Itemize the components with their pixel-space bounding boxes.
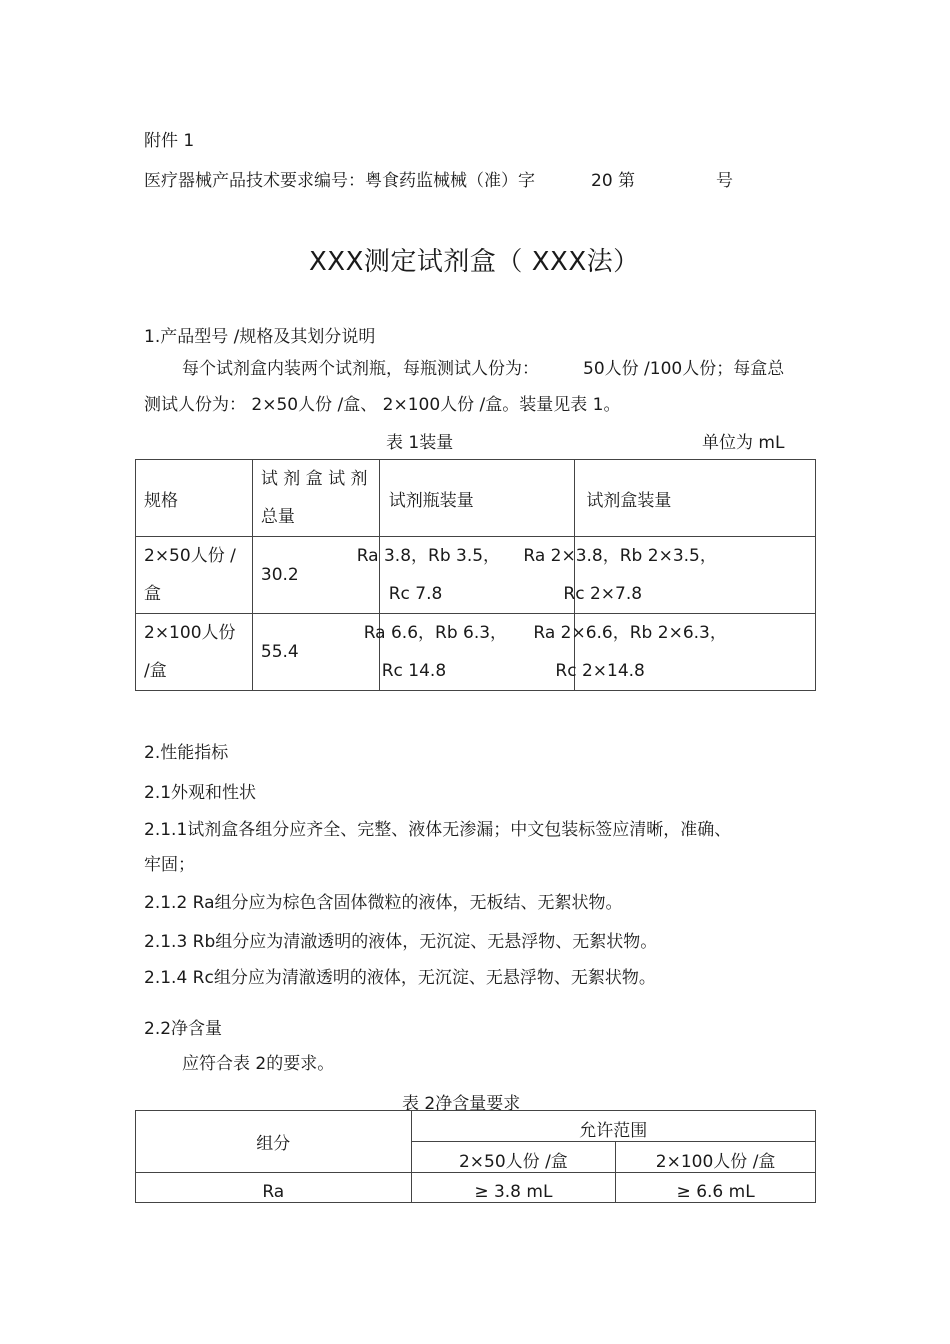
section-1-heading: 1.产品型号 /规格及其划分说明 bbox=[144, 327, 376, 347]
header-spec: 规格 bbox=[144, 490, 178, 511]
row2-bottle-line1: Ra 6.6，Rb 6.3， bbox=[363, 623, 508, 643]
table-row bbox=[136, 537, 816, 614]
table-row bbox=[136, 1111, 816, 1142]
row-ra-value-a: ≥ 3.8 mL bbox=[474, 1182, 553, 1202]
section-2-1-heading: 2.1外观和性状 bbox=[144, 783, 257, 803]
row2-spec-line2: /盒 bbox=[144, 661, 167, 681]
section-2-1-4: 2.1.4 Rc组分应为清澈透明的液体，无沉淀、无悬浮物、无絮状物。 bbox=[144, 968, 656, 988]
section-2-heading: 2.性能指标 bbox=[144, 743, 229, 763]
row1-spec-line2: 盒 bbox=[144, 584, 161, 604]
section-2-1-1-line1: 2.1.1试剂盒各组分应齐全、完整、液体无渗漏；中文包装标签应清晰，准确、 bbox=[144, 820, 732, 840]
table-2-caption: 表 2净含量要求 bbox=[402, 1094, 521, 1114]
section-1-paragraph-line1a: 每个试剂盒内装两个试剂瓶，每瓶测试人份为： bbox=[182, 359, 539, 379]
row1-spec-line1: 2×50人份 / bbox=[144, 546, 236, 566]
row-ra-value-b: ≥ 6.6 mL bbox=[676, 1182, 755, 1202]
header-total-line2: 总量 bbox=[260, 507, 295, 527]
table-2 bbox=[135, 1110, 816, 1203]
section-1-paragraph-line1b: 50人份 /100人份；每盒总 bbox=[583, 359, 785, 379]
spec-number-year: 20 第 bbox=[591, 171, 636, 191]
spec-number-suffix: 号 bbox=[716, 171, 733, 191]
spec-number-label: 医疗器械产品技术要求编号：粤食药监械械（准）字 bbox=[144, 171, 535, 191]
section-1-paragraph-line2: 测试人份为： 2×50人份 /盒、 2×100人份 /盒。装量见表 1。 bbox=[144, 395, 621, 415]
header-col-b: 2×100人份 /盒 bbox=[655, 1152, 776, 1172]
attachment-label: 附件 1 bbox=[144, 131, 195, 151]
row2-box-line2: Rc 2×14.8 bbox=[555, 661, 645, 681]
header-allowed-range: 允许范围 bbox=[579, 1121, 648, 1141]
section-2-1-2: 2.1.2 Ra组分应为棕色含固体微粒的液体，无板结、无絮状物。 bbox=[144, 893, 623, 913]
header-total-line1: 试 剂 盒 试 剂 bbox=[260, 469, 368, 489]
row2-spec-line1: 2×100人份 bbox=[144, 623, 236, 643]
section-2-2-text: 应符合表 2的要求。 bbox=[182, 1054, 335, 1074]
section-2-1-3: 2.1.3 Rb组分应为清澈透明的液体，无沉淀、无悬浮物、无絮状物。 bbox=[144, 932, 658, 952]
header-component: 组分 bbox=[256, 1134, 291, 1154]
table-row bbox=[136, 460, 816, 537]
table-1-caption: 表 1装量 bbox=[386, 433, 454, 453]
table-row bbox=[136, 1173, 816, 1203]
row2-box-line1: Ra 2×6.6，Rb 2×6.3， bbox=[533, 623, 727, 643]
row1-total: 30.2 bbox=[260, 565, 299, 585]
row-ra-component: Ra bbox=[262, 1182, 285, 1202]
section-2-1-1-line2: 牢固； bbox=[144, 855, 195, 875]
row2-bottle-line2: Rc 14.8 bbox=[381, 661, 447, 681]
table-1 bbox=[135, 459, 816, 691]
document-title: XXX测定试剂盒（ XXX法） bbox=[309, 247, 640, 277]
table-1-unit: 单位为 mL bbox=[702, 433, 785, 453]
header-bottle: 试剂瓶装量 bbox=[388, 490, 474, 511]
table-row bbox=[136, 614, 816, 691]
header-col-a: 2×50人份 /盒 bbox=[458, 1152, 568, 1172]
row1-bottle-line1: Ra 3.8，Rb 3.5， bbox=[356, 546, 501, 566]
header-box: 试剂盒装量 bbox=[586, 490, 672, 511]
row1-box-line1: Ra 2×3.8，Rb 2×3.5， bbox=[523, 546, 717, 566]
row2-total: 55.4 bbox=[260, 642, 299, 662]
row1-box-line2: Rc 2×7.8 bbox=[563, 584, 643, 604]
section-2-2-heading: 2.2净含量 bbox=[144, 1019, 223, 1039]
row1-bottle-line2: Rc 7.8 bbox=[388, 584, 443, 604]
